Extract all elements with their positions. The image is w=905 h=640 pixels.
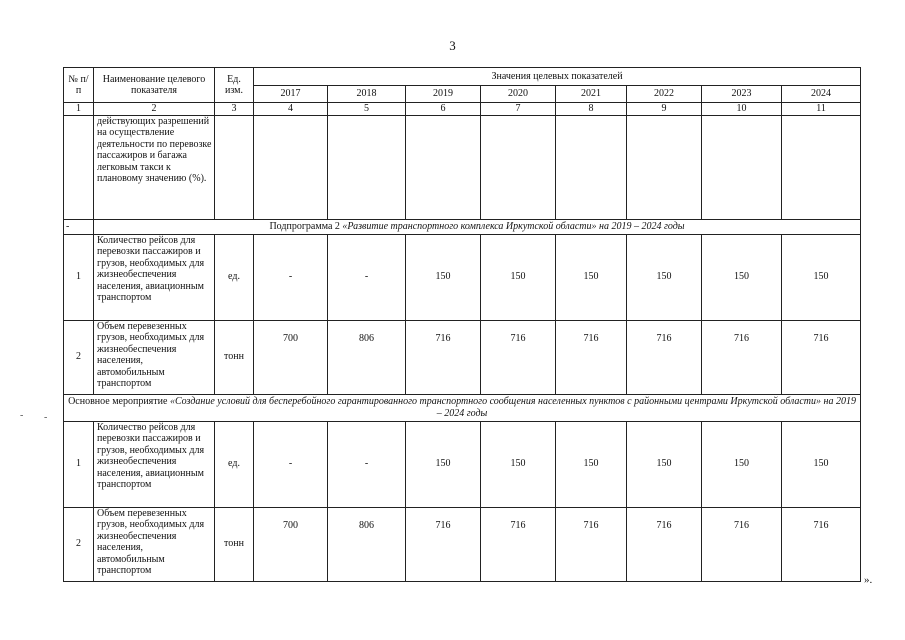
year-cell: 2022 (627, 86, 702, 103)
value-cell: 150 (481, 234, 556, 320)
value-cell: 150 (556, 421, 627, 507)
row-number (64, 115, 94, 219)
column-index: 11 (782, 103, 861, 116)
header-col-unit: Ед. изм. (215, 68, 254, 103)
value-cell: 150 (702, 234, 782, 320)
page-number: 3 (449, 38, 456, 53)
row-number: 2 (64, 320, 94, 394)
value-cell: 150 (627, 421, 702, 507)
header-col-values: Значения целевых показателей (254, 68, 861, 86)
value-cell: - (328, 234, 406, 320)
value-cell: 716 (481, 507, 556, 581)
value-cell: 716 (782, 320, 861, 394)
unit-cell: ед. (215, 234, 254, 320)
column-index: 7 (481, 103, 556, 116)
table-row (64, 234, 861, 320)
value-cell: 700 (254, 507, 328, 581)
value-cell: 716 (627, 320, 702, 394)
margin-mark: - (44, 412, 48, 423)
row-number: 1 (64, 421, 94, 507)
indicator-name: Количество рейсов для перевозки пассажиров и грузов, необходимых для жизнеобеспечения населения, авиационным транспортом (94, 234, 215, 320)
table-row (64, 507, 861, 581)
value-cell: 150 (782, 234, 861, 320)
header-row-1 (64, 68, 861, 86)
column-index: 1 (64, 103, 94, 116)
value-cell: 150 (406, 234, 481, 320)
closing-quote: ». (864, 574, 873, 586)
unit-cell: ед. (215, 421, 254, 507)
value-cell: 150 (406, 421, 481, 507)
indicator-name: действующих разрешений на осуществление деятельности по перевозке пассажиров и багажа легковым такси к плановому значению (%). (94, 115, 215, 219)
value-cell: 716 (406, 320, 481, 394)
value-cell: 716 (556, 507, 627, 581)
value-cell: 716 (556, 320, 627, 394)
value-cell: - (254, 421, 328, 507)
value-cell: 716 (702, 320, 782, 394)
indicator-name: Объем перевезенных грузов, необходимых для жизнеобеспечения населения, автомобильным транспортом (94, 320, 215, 394)
value-cell: 716 (406, 507, 481, 581)
section-title: Основное мероприятие «Создание условий для бесперебойного гарантированного транспортного сообщения населенных пунктов с районными центрами Иркутской области» на 2019 – 2024 годы (64, 394, 861, 421)
column-index: 4 (254, 103, 328, 116)
column-index: 10 (702, 103, 782, 116)
section-title: Подпрограмма 2 «Развитие транспортного комплекса Иркутской области» на 2019 – 2024 годы (94, 219, 861, 234)
table-row (64, 320, 861, 394)
value-cell: 150 (481, 421, 556, 507)
value-cell: 150 (702, 421, 782, 507)
margin-mark: - (20, 410, 24, 421)
value-cell: 700 (254, 320, 328, 394)
column-index: 3 (215, 103, 254, 116)
value-cell: - (254, 234, 328, 320)
year-cell: 2023 (702, 86, 782, 103)
section-row (64, 219, 861, 234)
year-cell: 2017 (254, 86, 328, 103)
value-cell: 716 (627, 507, 702, 581)
header-col-name: Наименование целевого показателя (94, 68, 215, 103)
table-row (64, 421, 861, 507)
value-cell: 716 (782, 507, 861, 581)
column-index: 6 (406, 103, 481, 116)
unit-cell: тонн (215, 320, 254, 394)
header-col-num: № п/п (64, 68, 94, 103)
value-cell: - (328, 421, 406, 507)
year-cell: 2019 (406, 86, 481, 103)
unit-cell: тонн (215, 507, 254, 581)
year-cell: 2020 (481, 86, 556, 103)
value-cell: 716 (702, 507, 782, 581)
indicator-name: Объем перевезенных грузов, необходимых для жизнеобеспечения населения, автомобильным транспортом (94, 507, 215, 581)
year-cell: 2024 (782, 86, 861, 103)
row-number: 2 (64, 507, 94, 581)
year-cell: 2021 (556, 86, 627, 103)
continuation-row (64, 115, 861, 219)
column-index: 2 (94, 103, 215, 116)
value-cell: 806 (328, 320, 406, 394)
section-row (64, 394, 861, 421)
column-index-row (64, 103, 861, 116)
year-cell: 2018 (328, 86, 406, 103)
indicator-name: Количество рейсов для перевозки пассажиров и грузов, необходимых для жизнеобеспечения населения, авиационным транспортом (94, 421, 215, 507)
section-num: - (64, 219, 94, 234)
value-cell: 716 (481, 320, 556, 394)
target-indicators-table (63, 67, 861, 582)
column-index: 5 (328, 103, 406, 116)
value-cell: 806 (328, 507, 406, 581)
value-cell: 150 (782, 421, 861, 507)
value-cell: 150 (556, 234, 627, 320)
column-index: 9 (627, 103, 702, 116)
row-number: 1 (64, 234, 94, 320)
value-cell: 150 (627, 234, 702, 320)
column-index: 8 (556, 103, 627, 116)
